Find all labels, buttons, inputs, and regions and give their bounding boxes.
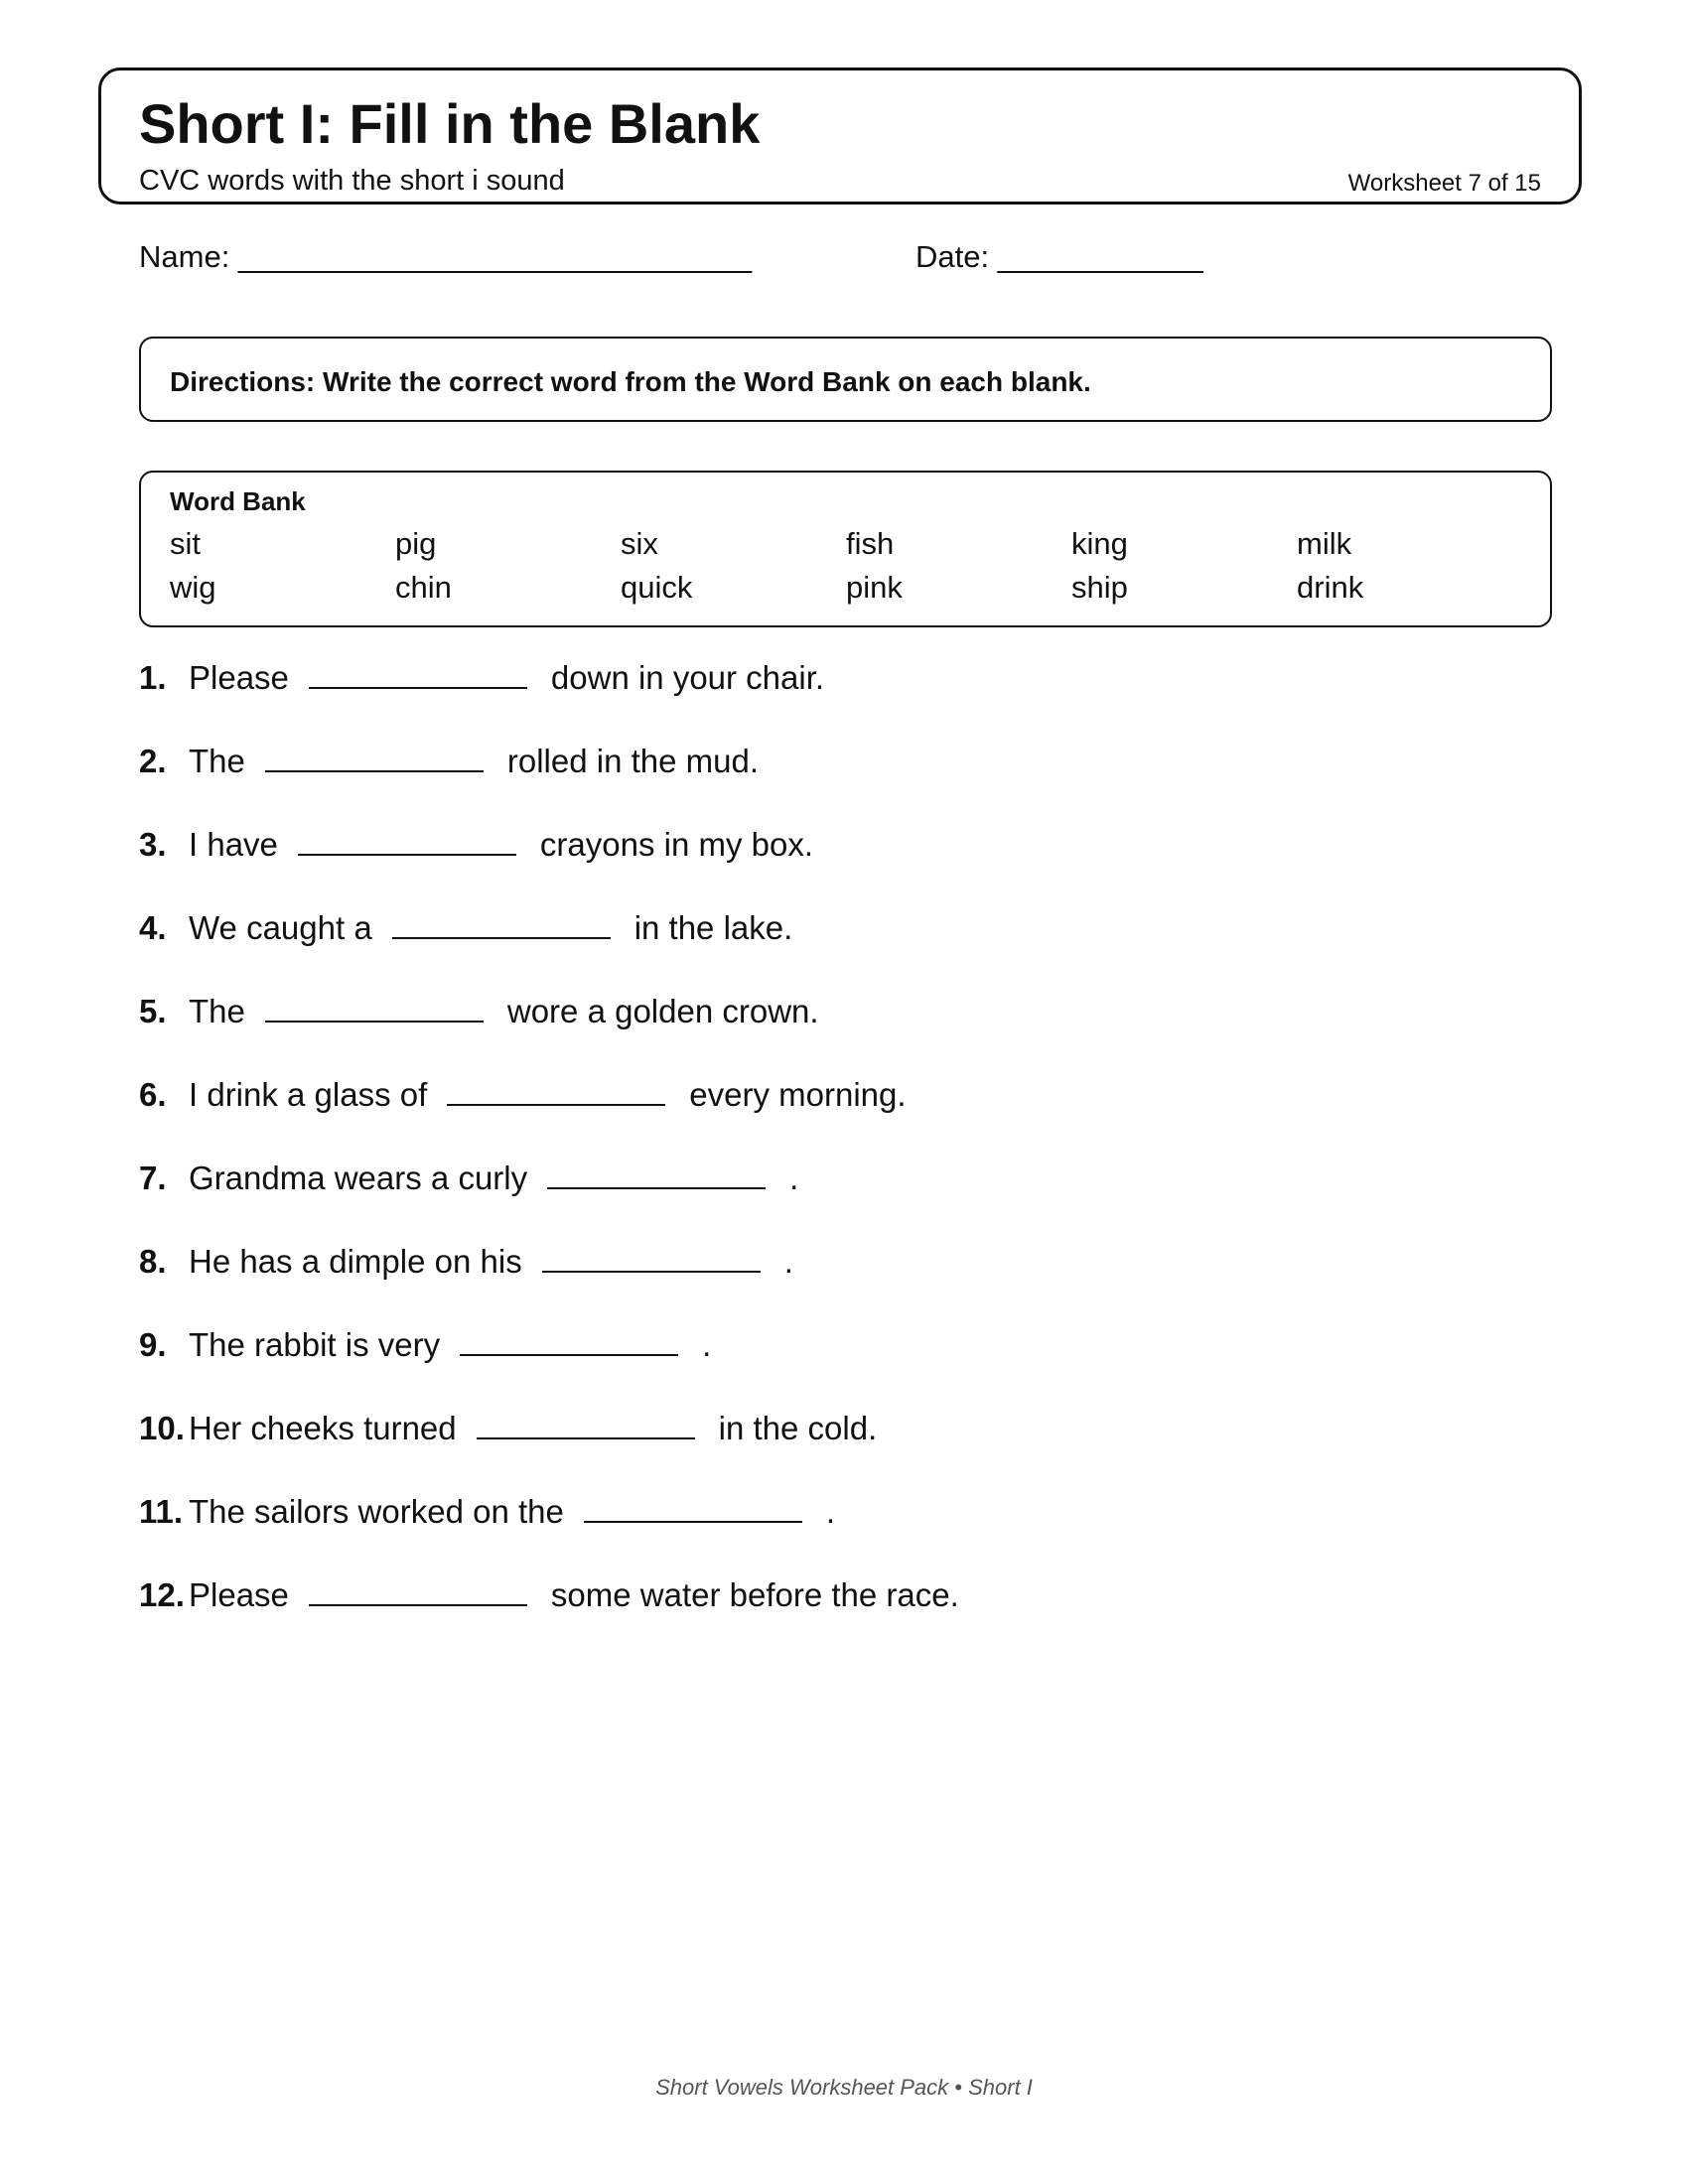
question-number: 11. xyxy=(139,1493,184,1530)
word-bank-word: quick xyxy=(621,570,693,605)
question-text-after: wore a golden crown. xyxy=(506,993,819,1029)
question-item xyxy=(139,1324,711,1364)
question-text-before: The rabbit is very xyxy=(189,1326,441,1363)
question-item xyxy=(139,1574,959,1614)
question-text-before: We caught a xyxy=(189,909,372,946)
question-number: 1. xyxy=(139,659,167,696)
worksheet-title: Short I: Fill in the Blank xyxy=(139,92,761,155)
question-text-before: The sailors worked on the xyxy=(189,1493,564,1530)
answer-blank[interactable] xyxy=(309,1574,527,1606)
question-number: 6. xyxy=(139,1076,167,1113)
question-item xyxy=(139,657,824,697)
question-item xyxy=(139,991,819,1030)
question-item xyxy=(139,1241,793,1281)
answer-blank[interactable] xyxy=(584,1491,802,1523)
worksheet-header xyxy=(98,68,1582,205)
question-number: 9. xyxy=(139,1326,167,1363)
question-text-after: rolled in the mud. xyxy=(506,743,760,779)
word-bank-word: drink xyxy=(1297,570,1364,605)
question-number: 10. xyxy=(139,1410,185,1446)
word-bank-title: Word Bank xyxy=(170,486,306,516)
answer-blank[interactable] xyxy=(265,991,484,1023)
word-bank-word: king xyxy=(1071,526,1128,561)
question-item xyxy=(139,1491,835,1531)
page-footer: Short Vowels Worksheet Pack • Short I xyxy=(655,2075,1033,2100)
question-number: 3. xyxy=(139,826,167,863)
question-text-after: every morning. xyxy=(689,1076,907,1113)
question-text-before: Please xyxy=(189,659,289,696)
word-bank-grid xyxy=(170,528,1522,615)
question-item xyxy=(139,1408,877,1447)
question-text-before: The xyxy=(189,743,245,779)
word-bank-word: fish xyxy=(846,526,895,561)
word-bank-word: six xyxy=(621,526,658,561)
word-bank xyxy=(139,471,1552,627)
answer-blank[interactable] xyxy=(542,1241,761,1273)
directions-text: Directions: Write the correct word from the Word Bank on each blank. xyxy=(170,366,1091,397)
question-number: 4. xyxy=(139,909,167,946)
question-text-before: I drink a glass of xyxy=(189,1076,428,1113)
question-item xyxy=(139,1158,798,1197)
question-item xyxy=(139,741,759,780)
answer-blank[interactable] xyxy=(547,1158,766,1189)
date-field: Date: ____________ xyxy=(915,239,1203,274)
name-field: Name: ______________________________ xyxy=(139,239,753,274)
question-text-after: . xyxy=(702,1326,712,1363)
question-text-after: . xyxy=(783,1243,793,1280)
worksheet-count: Worksheet 7 of 15 xyxy=(1347,170,1541,197)
word-bank-word: chin xyxy=(395,570,452,605)
question-number: 5. xyxy=(139,993,167,1029)
question-text-after: in the cold. xyxy=(718,1410,878,1446)
question-text-after: crayons in my box. xyxy=(539,826,814,863)
directions-box xyxy=(139,337,1552,422)
word-bank-word: pig xyxy=(395,526,437,561)
word-bank-word: milk xyxy=(1297,526,1352,561)
word-bank-word: sit xyxy=(170,526,201,561)
question-number: 7. xyxy=(139,1160,167,1196)
question-item xyxy=(139,1074,907,1114)
answer-blank[interactable] xyxy=(392,907,611,939)
word-bank-word: pink xyxy=(846,570,903,605)
question-text-before: The xyxy=(189,993,245,1029)
question-number: 12. xyxy=(139,1576,185,1613)
question-text-after: . xyxy=(789,1160,799,1196)
question-item xyxy=(139,907,792,947)
question-number: 8. xyxy=(139,1243,167,1280)
answer-blank[interactable] xyxy=(265,741,484,772)
worksheet-subtitle: CVC words with the short i sound xyxy=(139,165,565,197)
word-bank-word: wig xyxy=(170,570,216,605)
question-text-after: . xyxy=(825,1493,836,1530)
question-text-after: in the lake. xyxy=(633,909,793,946)
word-bank-word: ship xyxy=(1071,570,1128,605)
question-text-before: He has a dimple on his xyxy=(189,1243,522,1280)
answer-blank[interactable] xyxy=(460,1324,678,1356)
answer-blank[interactable] xyxy=(477,1408,695,1439)
question-text-before: Her cheeks turned xyxy=(189,1410,457,1446)
answer-blank[interactable] xyxy=(447,1074,665,1106)
question-text-before: Grandma wears a curly xyxy=(189,1160,528,1196)
question-text-before: I have xyxy=(189,826,278,863)
question-text-before: Please xyxy=(189,1576,289,1613)
question-text-after: down in your chair. xyxy=(550,659,825,696)
answer-blank[interactable] xyxy=(298,824,516,856)
question-number: 2. xyxy=(139,743,167,779)
question-item xyxy=(139,824,813,864)
question-text-after: some water before the race. xyxy=(550,1576,959,1613)
answer-blank[interactable] xyxy=(309,657,527,689)
